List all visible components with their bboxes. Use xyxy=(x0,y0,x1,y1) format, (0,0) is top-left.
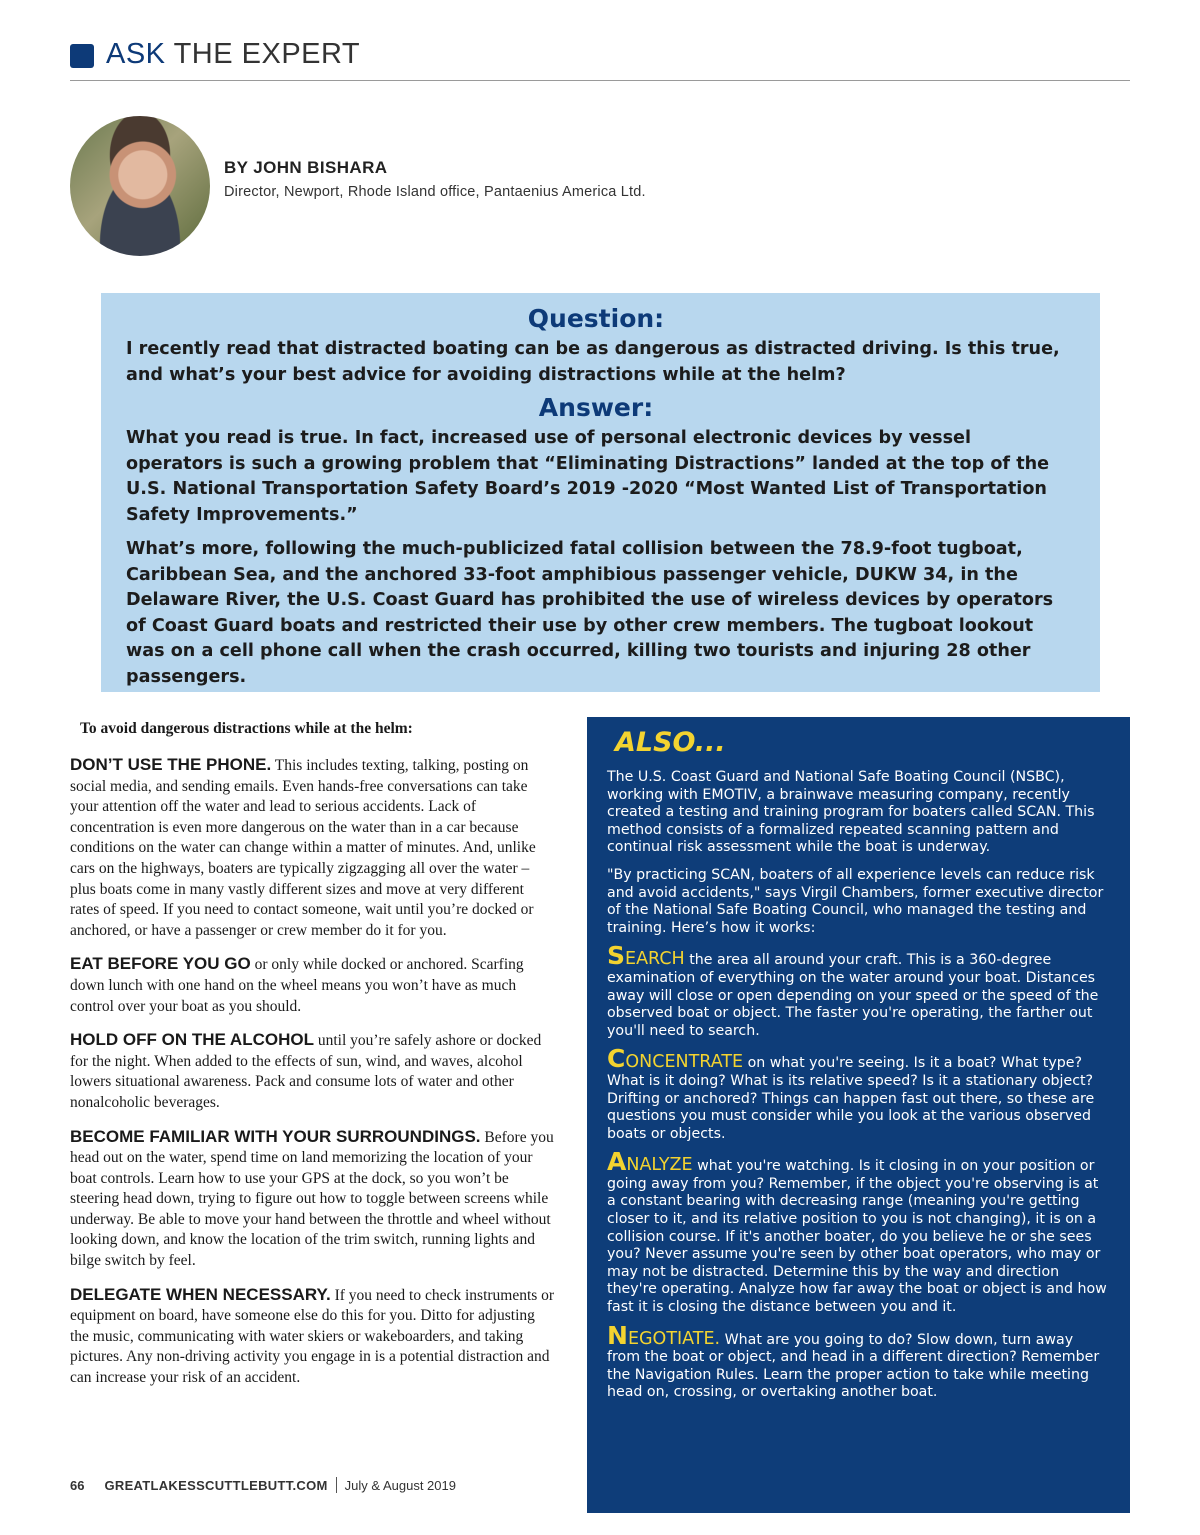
step-text: on what you're seeing. Is it a boat? What type? What is it doing? What is its relative speed? Is it a stationary object? Drifting or anchored? Things can happen fast out there, so these are questions you must consider while you look at the various observed boats or objects. xyxy=(607,1055,1095,1142)
step-heading xyxy=(607,941,685,971)
section-title xyxy=(106,38,360,71)
also-sidebar xyxy=(587,717,1130,1513)
tip-item xyxy=(70,954,556,1017)
scan-step-analyze xyxy=(607,1147,1110,1316)
step-word: EARCH xyxy=(625,949,685,970)
step-initial: A xyxy=(607,1147,627,1177)
author-role: Director, Newport, Rhode Island office, Pantaenius America Ltd. xyxy=(224,184,646,200)
step-initial: C xyxy=(607,1044,626,1074)
byline xyxy=(224,158,646,200)
step-text: What are you going to do? Slow down, turn away from the boat or object, and head in a different direction? Remember the Navigation Rules. Learn the proper action to take while meeting head on, crossing, or overtaking another boat. xyxy=(607,1331,1100,1401)
tip-heading: BECOME FAMILIAR WITH YOUR SURROUNDINGS. xyxy=(70,1126,481,1146)
tips-column xyxy=(70,720,556,1402)
also-paragraph: The U.S. Coast Guard and National Safe Boating Council (NSBC), working with EMOTIV, a brainwave measuring company, recently created a testing and training program for boaters called SCAN. This method consists of a formalized repeated scanning pattern and continual risk assessment while the boat is underway. xyxy=(607,769,1095,856)
step-text: the area all around your craft. This is a 360-degree examination of everything on the water around your boat. Distances away will close or open depending on your speed or the speed of the observed boat or object. The faster you're operating, the farther out you'll need to search. xyxy=(607,952,1099,1039)
page-number: 66 xyxy=(70,1478,85,1493)
answer-paragraph: What’s more, following the much-publicized fatal collision between the 78.9-foot tugboat, Caribbean Sea, and the anchored 33-foot amphibious passenger vehicle, DUKW 34, in the Delaware River, the U.S. Coast Guard has prohibited the use of wireless devices by operators of Coast Guard boats and restricted their use by other crew members. The tugboat lookout was on a cell phone call when the crash occurred, killing two tourists and injuring 28 other passengers. xyxy=(126,539,1054,687)
author-photo xyxy=(70,116,210,256)
tip-item xyxy=(70,1030,556,1113)
step-word: NALYZE xyxy=(626,1155,693,1176)
also-title: ALSO... xyxy=(615,727,726,758)
step-heading xyxy=(607,1044,744,1074)
tip-item xyxy=(70,1127,556,1272)
tip-heading: DELEGATE WHEN NECESSARY. xyxy=(70,1284,331,1304)
question-heading: Question: xyxy=(527,304,665,333)
answer-paragraph: What you read is true. In fact, increased use of personal electronic devices by vessel operators is such a growing problem that “Eliminating Distractions” landed at the top of the U.S. National Transportation Safety Board’s 2019 -2020 “Most Wanted List of Transportation Safety Improvements.” xyxy=(126,428,1050,525)
section-title-expert: THE EXPERT xyxy=(173,38,361,70)
tip-text: This includes texting, talking, posting on social media, and sending emails. Even hands-free conversations can take your attention off the water and lead to serious accidents. Lack of concentration is even more dangerous on the water than in a car because conditions on the water can change within a matter of minutes. And, unlike cars on the highways, boaters are typically zigzagging all over the water – plus boats come in many vastly different sizes and move at very different rates of speed. If you need to contact someone, wait until you’re docked or anchored, or have a passenger or crew member do it for you. xyxy=(70,757,536,939)
step-initial: S xyxy=(607,941,626,971)
step-word: EGOTIATE. xyxy=(627,1328,721,1349)
author-name: BY JOHN BISHARA xyxy=(224,158,388,177)
tip-heading: HOLD OFF ON THE ALCOHOL xyxy=(70,1030,314,1050)
section-marker-icon xyxy=(70,44,94,68)
also-paragraph: "By practicing SCAN, boaters of all experience levels can reduce risk and avoid accidents," says Virgil Chambers, former executive director of the National Safe Boating Council, who managed the testing and training. Here’s how it works: xyxy=(607,866,1104,936)
tip-text: until you’re safely ashore or docked for the night. When added to the effects of sun, wind, and waves, alcohol lowers situational awareness. Pack and consume lots of water and other nonalcoholic beverages. xyxy=(70,1032,542,1111)
section-header xyxy=(70,36,1130,81)
scan-step-concentrate xyxy=(607,1044,1110,1143)
tip-text: or only while docked or anchored. Scarfing down lunch with one hand on the wheel means you won’t have as much control over your boat as you should. xyxy=(70,956,524,1015)
tip-heading: DON’T USE THE PHONE. xyxy=(70,755,272,774)
page-footer xyxy=(70,1477,456,1493)
scan-step-negotiate xyxy=(607,1320,1110,1402)
step-heading xyxy=(607,1147,693,1177)
issue-date: July & August 2019 xyxy=(344,1478,456,1493)
scan-step-search xyxy=(607,941,1110,1040)
step-word: ONCENTRATE xyxy=(625,1052,744,1073)
tip-heading: EAT BEFORE YOU GO xyxy=(70,954,251,974)
tip-text: If you need to check instruments or equipment on board, have someone else do this for you. Ditto for adjusting the music, communicating with water skiers or wakeboarders, and taking pictures. Any non-driving activity you engage in is a potential distraction and can increase your risk of an accident. xyxy=(70,1286,555,1387)
step-initial: N xyxy=(607,1320,628,1350)
footer-divider xyxy=(336,1477,337,1493)
step-heading xyxy=(607,1320,721,1350)
tip-text: Before you head out on the water, spend time on land memorizing the location of your boat controls. Learn how to use your GPS at the dock, so you won’t be steering head down, trying to figure out how to toggle between screens while underway. Be able to move your hand between the throttle and wheel without looking down, and know the location of the trim switch, running lights and bilge switch by feel. xyxy=(70,1128,554,1270)
section-title-ask: ASK xyxy=(106,38,166,70)
tip-item xyxy=(70,1285,556,1389)
step-text: what you're watching. Is it closing in on your position or going away from you? Remember, if the object you're observing is at a constant bearing with decreasing range (meaning you're getting closer to it, and its relative position to you is not changing), it is on a collision course. If it's another boater, do you believe he or she sees you? Never assume you're seen by other boat operators, who may or may not be distracted. Determine this by the way and direction they're operating. Analyze how far away the boat or object is and how fast it is closing the distance between you and it. xyxy=(607,1158,1107,1316)
question-answer-box xyxy=(101,293,1100,692)
answer-heading: Answer: xyxy=(538,393,654,422)
tips-intro: To avoid dangerous distractions while at the helm: xyxy=(80,720,413,737)
site-url: GREATLAKESSCUTTLEBUTT.COM xyxy=(104,1478,328,1493)
tip-item xyxy=(70,755,556,941)
question-text: I recently read that distracted boating can be as dangerous as distracted driving. Is this true, and what’s your best advice for avoiding distractions while at the helm? xyxy=(126,339,1060,385)
